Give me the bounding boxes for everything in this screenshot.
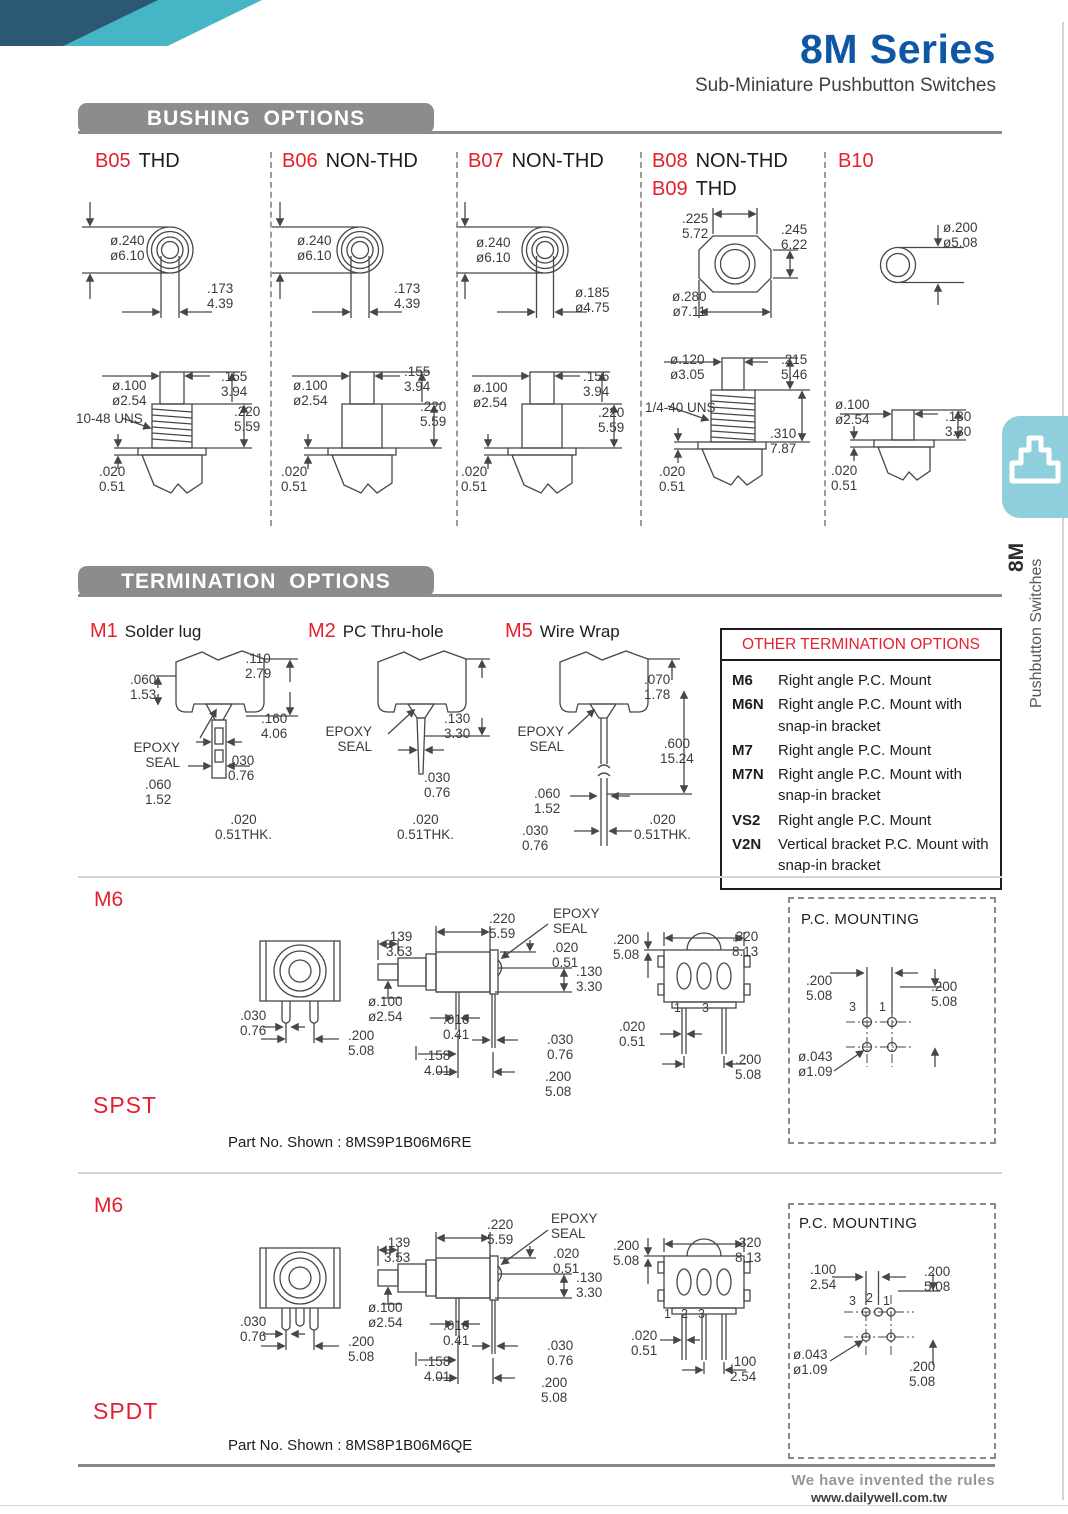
dim-spdt-s-w1: .220 5.59 bbox=[487, 1217, 514, 1248]
section-header-termination: TERMINATION OPTIONS bbox=[78, 566, 434, 597]
spdt-pc-mounting-title: P.C. MOUNTING bbox=[799, 1215, 918, 1232]
dim-b05-base: .020 0.51 bbox=[99, 464, 126, 495]
table-row: M7 Right angle P.C. Mount bbox=[732, 741, 932, 759]
dim-b10-base: .020 0.51 bbox=[831, 463, 858, 494]
dim-spdt-pc-r: .200 5.08 bbox=[924, 1264, 951, 1295]
m1-drawing bbox=[148, 646, 318, 826]
spst-epoxy-seal-label: EPOXY SEAL bbox=[553, 906, 600, 937]
spdt-pc-pin-3: 3 bbox=[849, 1294, 856, 1308]
dim-b10-dia: ø.200 ø5.08 bbox=[943, 220, 978, 251]
spst-pole-label: SPST bbox=[93, 1092, 158, 1118]
dim-b08-dia: ø.280 ø7.11 bbox=[672, 289, 707, 320]
termination-title-m2: M2 PC Thru-hole bbox=[308, 620, 444, 642]
b08-top-view-drawing bbox=[640, 196, 840, 336]
section-rule bbox=[78, 876, 1002, 878]
dim-b08-h2: .310 7.87 bbox=[770, 426, 797, 457]
spst-pc-pin-1: 1 bbox=[879, 1000, 886, 1014]
dim-spst-s-l: .158 4.01 bbox=[424, 1048, 451, 1079]
dim-spst-s-p: .200 5.08 bbox=[545, 1069, 572, 1100]
dim-b08-stem: ø.120 ø3.05 bbox=[670, 352, 705, 383]
dim-b05-stem: ø.100 ø2.54 bbox=[112, 378, 147, 409]
table-rows bbox=[722, 661, 1000, 888]
dim-b08-base: .020 0.51 bbox=[659, 464, 686, 495]
m6-spdt-pc-mounting-drawing bbox=[790, 1205, 994, 1457]
spst-part-number: Part No. Shown : 8MS9P1B06M6RE bbox=[228, 1134, 472, 1151]
dim-spdt-r-t: .020 0.51 bbox=[631, 1328, 658, 1359]
dim-m1-d3: .160 4.06 bbox=[261, 711, 288, 742]
dim-b05-dia: ø.240 ø6.10 bbox=[110, 233, 145, 264]
dim-spdt-s-h1: .139 3.53 bbox=[384, 1235, 411, 1266]
dim-b06-h2: .220 5.59 bbox=[420, 399, 447, 430]
table-row: M7N Right angle P.C. Mount with snap-in bracket bbox=[732, 766, 962, 805]
dim-spst-r-t: .020 0.51 bbox=[619, 1019, 646, 1050]
dim-m1-d4: .030 0.76 bbox=[228, 753, 255, 784]
dim-b08-thread: 1/4-40 UNS bbox=[645, 400, 716, 415]
spdt-pc-pin-1: 1 bbox=[883, 1294, 890, 1308]
dim-spst-hole: ø.043 ø1.09 bbox=[798, 1049, 833, 1080]
dim-spdt-s-d: ø.100 ø2.54 bbox=[368, 1300, 403, 1331]
m1-epoxy-seal-label: EPOXY SEAL bbox=[133, 740, 180, 771]
footer-slogan: We have invented the rules bbox=[791, 1472, 995, 1489]
spst-pc-mounting-title: P.C. MOUNTING bbox=[801, 911, 920, 928]
dim-b08-w1: .225 5.72 bbox=[682, 211, 709, 242]
dim-spst-r-p: .200 5.08 bbox=[735, 1052, 762, 1083]
dim-b06-dia: ø.240 ø6.10 bbox=[297, 233, 332, 264]
dim-spdt-top-w: .030 0.76 bbox=[240, 1314, 267, 1345]
dim-spst-s-w1: .220 5.59 bbox=[489, 911, 516, 942]
dim-b07-stem: ø.100 ø2.54 bbox=[473, 380, 508, 411]
dim-spdt-s-e: .020 0.51 bbox=[553, 1246, 580, 1277]
dim-spst-s-e: .020 0.51 bbox=[552, 940, 579, 971]
dim-spdt-hole: ø.043 ø1.09 bbox=[793, 1347, 828, 1378]
dim-m1-d2: .110 2.79 bbox=[245, 651, 272, 682]
spst-pin-label-3: 3 bbox=[702, 1001, 709, 1015]
dim-m2-d2: .030 0.76 bbox=[424, 770, 451, 801]
dim-spdt-pc-b: .200 5.08 bbox=[909, 1359, 936, 1390]
dim-spdt-top-p: .200 5.08 bbox=[348, 1334, 375, 1365]
table-row: VS2 Right angle P.C. Mount bbox=[732, 811, 932, 829]
section-header-bushing: BUSHING OPTIONS bbox=[78, 103, 434, 134]
dim-spst-top-p: .200 5.08 bbox=[348, 1028, 375, 1059]
bushing-title-b05: B05 THD bbox=[95, 150, 180, 172]
dim-m5-d3: .060 1.52 bbox=[534, 786, 561, 817]
dim-spst-pc-l: .200 5.08 bbox=[806, 973, 833, 1004]
table-row: V2N Vertical bracket P.C. Mount with snap-in bracket bbox=[732, 836, 989, 875]
dim-b07-dia: ø.240 ø6.10 bbox=[476, 235, 511, 266]
dim-spdt-s-t: .016 0.41 bbox=[443, 1318, 470, 1349]
dim-m1-d5: .060 1.52 bbox=[145, 777, 172, 808]
table-row: M6 Right angle P.C. Mount bbox=[732, 672, 932, 689]
dim-b05-thread: 10-48 UNS bbox=[76, 411, 143, 426]
dim-spdt-pc-l: .100 2.54 bbox=[810, 1262, 837, 1293]
side-tab-category-label: Pushbutton Switches bbox=[1028, 558, 1045, 708]
dim-spdt-r-w: .320 8.13 bbox=[735, 1235, 762, 1266]
bushing-title-b07: B07 NON-THD bbox=[468, 150, 604, 172]
other-termination-options-table bbox=[720, 628, 1002, 890]
spst-pc-pin-3: 3 bbox=[849, 1000, 856, 1014]
dim-spdt-r-p: .100 2.54 bbox=[730, 1354, 757, 1385]
side-tab-pushbutton bbox=[1002, 416, 1068, 518]
footer-website[interactable]: www.dailywell.com.tw bbox=[810, 1490, 947, 1505]
dim-spst-pc-r: .200 5.08 bbox=[931, 979, 958, 1010]
dim-m5-d1: .070 1.78 bbox=[644, 672, 671, 703]
dim-spst-s-d: ø.100 ø2.54 bbox=[368, 994, 403, 1025]
m6-spdt-pc-mounting-box bbox=[788, 1203, 996, 1459]
dim-spst-top-w: .030 0.76 bbox=[240, 1008, 267, 1039]
bushing-title-b10: B10 bbox=[838, 150, 874, 172]
dim-spdt-s-p: .200 5.08 bbox=[541, 1375, 568, 1406]
dim-b07-h2: .220 5.59 bbox=[598, 405, 625, 436]
dim-b10-h1: .130 3.30 bbox=[945, 409, 972, 440]
spdt-pin-label-3: 3 bbox=[698, 1307, 705, 1321]
termination-title-m5: M5 Wire Wrap bbox=[505, 620, 620, 642]
spdt-pin-label-2: 2 bbox=[681, 1307, 688, 1321]
table-row: M6N Right angle P.C. Mount with snap-in bracket bbox=[732, 696, 962, 735]
dim-m1-d1: .060 1.53 bbox=[130, 672, 157, 703]
dim-spst-s-t: .016 0.41 bbox=[443, 1012, 470, 1043]
dim-b06-base: .020 0.51 bbox=[281, 464, 308, 495]
dim-b07-h1: .155 3.94 bbox=[583, 369, 610, 400]
pushbutton-icon bbox=[1002, 416, 1068, 518]
footer-rule bbox=[78, 1464, 995, 1467]
section-underline bbox=[78, 594, 1002, 597]
dim-m5-d5: .020 0.51THK. bbox=[634, 812, 692, 843]
section-underline bbox=[78, 131, 1002, 134]
right-rail-divider bbox=[1062, 22, 1064, 1500]
spdt-pc-pin-2: 2 bbox=[866, 1291, 873, 1305]
dim-spst-s-h2: .130 3.30 bbox=[576, 964, 603, 995]
spst-pin-label-1: 1 bbox=[674, 1001, 681, 1015]
dim-spdt-s-h2: .130 3.30 bbox=[576, 1270, 603, 1301]
dim-spdt-s-g: .030 0.76 bbox=[547, 1338, 574, 1369]
m5-epoxy-seal-label: EPOXY SEAL bbox=[517, 724, 564, 755]
m6-spst-code: M6 bbox=[94, 888, 124, 911]
dim-b08-w2: .245 6.22 bbox=[781, 222, 808, 253]
dim-m5-d4: .030 0.76 bbox=[522, 823, 549, 854]
bushing-title-b06: B06 NON-THD bbox=[282, 150, 418, 172]
spdt-pole-label: SPDT bbox=[93, 1398, 159, 1424]
dim-b05-h1: .155 3.94 bbox=[221, 369, 248, 400]
page-bottom-edge bbox=[0, 1505, 1068, 1506]
side-tab-series-label: 8M bbox=[1005, 542, 1028, 572]
dim-spst-s-h1: .139 3.53 bbox=[386, 929, 413, 960]
dim-b10-stem: ø.100 ø2.54 bbox=[835, 397, 870, 428]
dim-spst-r-h: .200 5.08 bbox=[613, 932, 640, 963]
dim-spdt-s-l: .158 4.01 bbox=[424, 1354, 451, 1385]
spdt-part-number: Part No. Shown : 8MS8P1B06M6QE bbox=[228, 1437, 473, 1454]
dim-spdt-r-h: .200 5.08 bbox=[613, 1238, 640, 1269]
m6-spst-pc-mounting-drawing bbox=[790, 899, 994, 1142]
dim-m5-d2: .600 15.24 bbox=[660, 736, 694, 767]
dim-b05-h2: .220 5.59 bbox=[234, 404, 261, 435]
spdt-pin-label-1: 1 bbox=[664, 1307, 671, 1321]
dim-spst-s-g: .030 0.76 bbox=[547, 1032, 574, 1063]
page-subtitle: Sub-Miniature Pushbutton Switches bbox=[695, 75, 996, 96]
page-title: 8M Series bbox=[800, 26, 996, 72]
dim-spst-r-w: .320 8.13 bbox=[732, 929, 759, 960]
dim-m2-d1: .130 3.30 bbox=[444, 711, 471, 742]
dim-m1-d6: .020 0.51THK. bbox=[215, 812, 273, 843]
dim-b06-stem: ø.100 ø2.54 bbox=[293, 378, 328, 409]
dim-b07-base: .020 0.51 bbox=[461, 464, 488, 495]
m6-spdt-photo bbox=[95, 1256, 245, 1371]
m6-spdt-code: M6 bbox=[94, 1194, 124, 1217]
bushing-title-b08: B08 NON-THD bbox=[652, 150, 788, 172]
dim-b06-h1: .155 3.94 bbox=[404, 364, 431, 395]
section-rule bbox=[78, 1172, 1002, 1174]
dim-b06-offset: .173 4.39 bbox=[394, 281, 421, 312]
dim-m2-d3: .020 0.51THK. bbox=[397, 812, 455, 843]
termination-title-m1: M1 Solder lug bbox=[90, 620, 202, 642]
m2-epoxy-seal-label: EPOXY SEAL bbox=[325, 724, 372, 755]
dim-b08-h1: .215 5.46 bbox=[781, 352, 808, 383]
spdt-epoxy-seal-label: EPOXY SEAL bbox=[551, 1211, 598, 1242]
m6-spst-pc-mounting-box bbox=[788, 897, 996, 1144]
dim-b07-tip: ø.185 ø4.75 bbox=[575, 285, 610, 316]
m6-spst-photo bbox=[95, 948, 245, 1063]
table-title: OTHER TERMINATION OPTIONS bbox=[722, 630, 1000, 661]
dim-b05-offset: .173 4.39 bbox=[207, 281, 234, 312]
bushing-title-b09: B09 THD bbox=[652, 178, 737, 200]
